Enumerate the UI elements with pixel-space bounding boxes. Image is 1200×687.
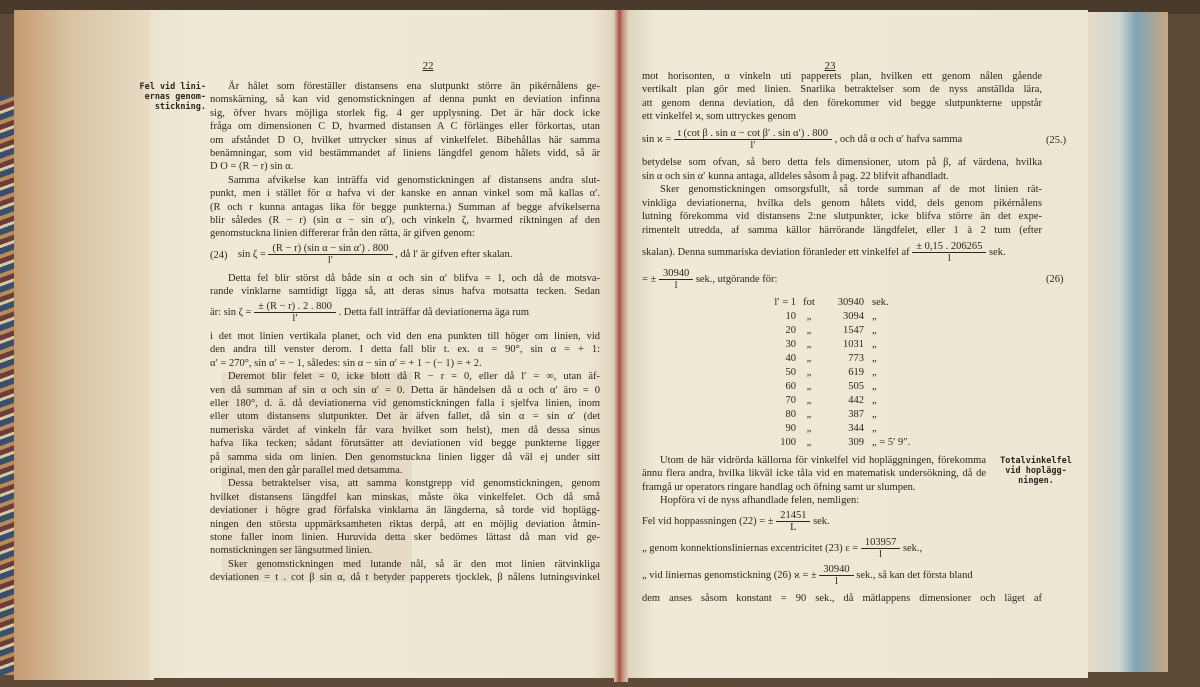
table-row	[756, 324, 910, 338]
eq-lhs: „ vid liniernas genomstickning (26) ϰ = ±	[642, 569, 817, 581]
eq-lhs: skalan). Denna summariska deviation föranleder ett vinkelfel af	[642, 246, 910, 258]
suffix-cell: „	[872, 423, 877, 434]
marbled-cover	[0, 95, 14, 675]
text-line: ningen den största uppmärksamheten riktas derpå, att en möjlig deviation åtmin-	[210, 518, 600, 530]
table-row	[756, 310, 910, 324]
text-line: mot horisonten, α vinkeln uti papperets plan, hvilken ett genom nålen gående	[642, 71, 1042, 82]
text-line: Samma afvikelse kan inträffa vid genomstickningen af distansens andra slut-	[228, 174, 600, 186]
value-cell: 773	[848, 353, 864, 364]
denominator: l	[835, 576, 838, 587]
value-cell: 1031	[843, 339, 864, 350]
text-line: α′ = 270°, sin α′ = − 1, således: sin α − sin α′ = + 1 − (− 1) = + 2.	[210, 357, 482, 369]
text-line: betydelse som ofvan, så bero detta fels dimensioner, utom på β, af värdena, hvilka	[642, 157, 1042, 168]
unit-cell: „	[806, 367, 812, 378]
page-number: 22	[422, 60, 434, 72]
unit-cell: fot	[803, 297, 815, 308]
table-row	[756, 296, 910, 310]
denominator: l	[947, 253, 951, 264]
equation-sedan	[210, 301, 600, 324]
text-line: Hopföra vi de nyss afhandlade felen, nemligen:	[660, 495, 860, 507]
page-number: 23	[824, 60, 836, 72]
equation-fel-2	[642, 537, 1042, 560]
equation-24	[238, 243, 600, 266]
eq-rhs: sek., så kan det första bland	[856, 569, 973, 581]
value-cell: 30940	[837, 297, 864, 308]
denominator: l′	[750, 140, 756, 151]
fraction	[268, 243, 392, 266]
equation-number: (24)	[210, 250, 228, 261]
text-line: Är hålet som föreställer distansens ena slutpunkt större än pikérnålens ge-	[228, 81, 600, 92]
margin-note-line: ningen.	[1018, 476, 1054, 486]
denominator: l	[879, 549, 883, 560]
length-cell: l′ = 1	[774, 297, 796, 308]
table-row	[756, 352, 910, 366]
fraction	[659, 268, 693, 291]
text-line: punkt, men i stället för α hafva vi der kanske en annan vinkel som må kallas α′.	[210, 188, 600, 200]
numerator: t (cot β . sin α − cot β′ . sin α′) . 800	[674, 128, 832, 140]
margin-note-line: Fel vid lini-	[139, 82, 206, 92]
eq-rhs: , och då α och α′ hafva samma	[834, 133, 963, 145]
eq-rhs: sek.	[813, 515, 830, 527]
value-cell: 3094	[843, 311, 864, 322]
value-cell: 309	[848, 437, 864, 448]
denominator: l′	[292, 313, 298, 324]
text-line: Utom de här vidrörda källorna för vinkelfel vid hopläggningen, förekomma	[660, 455, 986, 466]
table-row	[756, 338, 910, 352]
text-line: vinkliga deviationerna, hvilka dels genom hålets vidd, dels genom pikérnålens	[642, 197, 1042, 209]
suffix-cell: „	[872, 339, 877, 350]
eq-lhs: Fel vid hoppassningen (22) = ±	[642, 515, 774, 527]
unit-cell: „	[806, 381, 812, 392]
eq-lhs: = ±	[642, 273, 657, 285]
equation-number: (25.)	[1046, 135, 1067, 146]
text-line: nomstickningen ser längsutmed linien.	[210, 545, 373, 557]
text-line: lutning förekomma vid distansens 2:ne slutpunkter, icke blifva större än det expe-	[642, 211, 1042, 223]
fraction	[819, 564, 853, 587]
numerator: 30940	[819, 564, 853, 576]
text-line: sig, öfver hvars möjliga storlek fig. 4 ger upplysning. Det är här dock icke	[210, 107, 600, 119]
text-line: framgå ur operators ringare handlag och öfning samt ur slumpen.	[642, 481, 916, 493]
text-line: hvilket distansens längdfel kan minskas, måste öka vinkelfelet. Och då små	[210, 491, 600, 503]
value-cell: 387	[848, 409, 864, 420]
unit-cell: „	[806, 395, 812, 406]
suffix-cell: „	[872, 395, 877, 406]
length-cell: 80	[785, 409, 796, 420]
fraction	[254, 301, 336, 324]
length-cell: 50	[785, 367, 796, 378]
page-block-right	[1088, 12, 1168, 672]
length-cell: 30	[785, 339, 796, 350]
eq-lhs: är: sin ζ =	[210, 306, 252, 318]
value-cell: 1547	[843, 325, 864, 336]
numerator: 103957	[861, 537, 901, 549]
text-line: vertikalt plan gör med linien. Snarlika betraktelser som de nyss anställda lära,	[642, 84, 1042, 96]
text-line: numeriska värdet af vinkeln får vara hvilket som helst), men då dessa sinus	[210, 424, 600, 436]
text-line: original, men den går parallel med detsamma.	[210, 465, 403, 476]
eq-rhs: sek.,	[902, 542, 923, 554]
text-line: hafva lika tecken; sådant förutsätter att deviationen vid begge punkterne ligger	[210, 438, 600, 450]
suffix-cell: „	[872, 367, 877, 378]
numerator: (R − r) (sin α − sin α′) . 800	[268, 243, 392, 255]
numerator: 30940	[659, 268, 693, 280]
table-row	[756, 408, 910, 422]
text-line: stone faller inom linien. Huruvida detta sker bedömes lättast då man vid ge-	[210, 532, 600, 543]
length-cell: 90	[785, 423, 796, 434]
text-line: dem anses såsom konstant = 90 sek., då mätlappens dimensioner och läget af	[642, 593, 1042, 604]
text-line: benämningar, som vid bestämmandet af liniens längdfel genom hålets vidd, så är	[210, 148, 600, 159]
numerator: ± (R − r) . 2 . 800	[254, 301, 336, 313]
margin-note-line: Totalvinkelfel	[1000, 456, 1072, 466]
text-line: eller 180°, d. ä. då deviationerna vid genomstickningen falla i sjelfva linien, inom	[210, 398, 600, 409]
text-line: deviationer i högre grad förfalska vinklarna än längderna, så torde vid hoplägg-	[210, 505, 600, 517]
eq-lhs: sin ζ =	[238, 248, 266, 260]
numerator: 21451	[776, 510, 810, 522]
margin-note-line: ernas genom-	[144, 92, 206, 102]
text-line: ett vinkelfel ϰ, som uttryckes genom	[642, 111, 797, 123]
denominator: L	[790, 522, 797, 533]
unit-cell: „	[806, 325, 812, 336]
text-line: deviationen = t . cot β sin α, då t betyder papperets tjocklek, β nålens lutningsvinkel	[210, 572, 600, 584]
text-line: nomskärning, så kan vid genomstickningen af denna punkt en deviation infinna	[210, 94, 600, 106]
text-line: Deremot blir felet = 0, icke blott då R − r = 0, eller då l′ = ∞, utan äf-	[228, 371, 600, 383]
unit-cell: „	[806, 423, 812, 434]
text-line: eller utom distansens slutpunkter. Det är äfven fallet, då sin α = sin α′ (det	[210, 411, 600, 423]
text-line: (R och r kunna antagas lika för begge punkterna.) Summan af begge afvikelserna	[210, 201, 600, 213]
length-cell: 70	[785, 395, 796, 406]
denominator: l′	[327, 255, 334, 266]
table-row	[756, 380, 910, 394]
text-line: genomstuckna linien differerar från den rätta, är gifven genom:	[210, 228, 475, 240]
text-line: Dessa betraktelser visa, att samma konstgrepp vid genomstickningen, genom	[228, 478, 600, 490]
value-table	[756, 296, 910, 450]
table-row	[756, 422, 910, 436]
length-cell: 20	[785, 325, 796, 336]
equation-fel-1	[642, 510, 982, 533]
equation-25	[642, 128, 1038, 151]
fraction	[674, 128, 832, 151]
text-line: sin α och sin α′ kunna antaga, alldeles såsom å pag. 22 blifvit afhandladt.	[642, 170, 949, 182]
unit-cell: „	[806, 353, 812, 364]
text-line: blir således (R − r) (sin α − sin α′), och vinkeln ζ, hvarmed riktningen af den	[210, 215, 600, 226]
text-line: Detta fel blir störst då både sin α och sin α′ blifva = 1, och då de motsva-	[228, 273, 600, 284]
margin-note-line: vid hoplägg-	[1005, 466, 1067, 476]
suffix-cell: „	[872, 409, 877, 420]
text-line: på samma sida om linien. Den genomstuckna linien ligger då väl ej under sitt	[210, 451, 600, 463]
text-line: i det mot linien vertikala planet, och vid den ena punkten till höger om linien, vid	[210, 331, 600, 342]
unit-cell: „	[806, 311, 812, 322]
text-line: att genom denna deviation, då den förekommer vid begge slutpunkterne uppstår	[642, 97, 1042, 109]
fraction	[776, 510, 810, 533]
fraction	[861, 537, 901, 560]
eq-rhs: , då l′ är gifven efter skalan.	[395, 248, 513, 260]
equation-fel-3	[642, 564, 1042, 587]
right-page	[628, 10, 1088, 678]
text-line: ännu flera andra, hvilka likväl icke tåla vid en matematisk undersökning, då de	[642, 468, 986, 480]
eq-rhs: sek.	[989, 246, 1006, 258]
text-line: Sker genomstickningen med lutande nål, så är den mot linien rätvinkliga	[228, 558, 600, 570]
length-cell: 10	[785, 311, 796, 322]
page-block-left	[14, 10, 154, 680]
text-line: den andra till venster derom. I detta fall blir t. ex. α = 90°, sin α = + 1:	[210, 344, 600, 356]
eq-lhs: „ genom konnektionsliniernas excentricitet (23) ε =	[642, 542, 859, 554]
length-cell: 40	[785, 353, 796, 364]
text-line: rimentelt utredda, af samma källor härrörande längdfelet, eller 1 à 2 tum (efter	[642, 225, 1042, 236]
equation-number: (26)	[1046, 274, 1064, 285]
denominator: l	[674, 280, 678, 291]
table-row	[756, 366, 910, 380]
unit-cell: „	[806, 409, 812, 420]
unit-cell: „	[806, 437, 812, 448]
length-cell: 60	[785, 381, 796, 392]
unit-cell: „	[806, 339, 812, 350]
table-row	[756, 436, 910, 450]
table-row	[756, 394, 910, 408]
margin-note	[992, 456, 1080, 486]
fraction	[912, 241, 986, 264]
numerator: ± 0,15 . 206265	[912, 241, 986, 253]
left-page	[139, 10, 614, 678]
value-cell: 619	[848, 367, 864, 378]
suffix-cell: „	[872, 381, 877, 392]
suffix-cell: „ = 5′ 9″.	[872, 437, 911, 448]
equation-skalan	[642, 241, 1042, 264]
suffix-cell: „	[872, 325, 877, 336]
text-line: ven då summan af sin α och sin α′ = 0. Detta är händelsen då α och α′ äro = 0	[210, 384, 600, 396]
margin-note-line: stickning.	[154, 102, 206, 112]
eq-rhs: . Detta fall inträffar då deviationerna äga rum	[338, 306, 530, 318]
value-cell: 505	[848, 381, 864, 392]
suffix-cell: sek.	[872, 297, 889, 308]
text-line: D O = (R − r) sin α.	[210, 161, 294, 173]
eq-rhs: sek., utgörande för:	[695, 273, 778, 285]
text-line: om afståndet D O, hvilket uttrycker sinus af vinkelfelet. Bibehållas här samma	[210, 134, 600, 146]
text-line: fråga om dimensionen C D, hvarmed distansen A C förlänges eller förkortas, utan	[210, 121, 600, 133]
suffix-cell: „	[872, 311, 877, 322]
equation-30940	[642, 268, 942, 291]
eq-lhs: sin ϰ =	[642, 133, 672, 145]
value-cell: 442	[848, 395, 864, 406]
margin-note	[138, 82, 206, 112]
text-line: Sker genomstickningen omsorgsfullt, så torde summan af de mot linien rät-	[660, 184, 1042, 196]
value-cell: 344	[848, 423, 864, 434]
book-spine	[614, 10, 628, 682]
suffix-cell: „	[872, 353, 877, 364]
length-cell: 100	[780, 437, 796, 448]
text-line: rande vinklarne samtidigt ligga så, att deras sinus hafva motsatta tecken. Sedan	[210, 286, 600, 298]
